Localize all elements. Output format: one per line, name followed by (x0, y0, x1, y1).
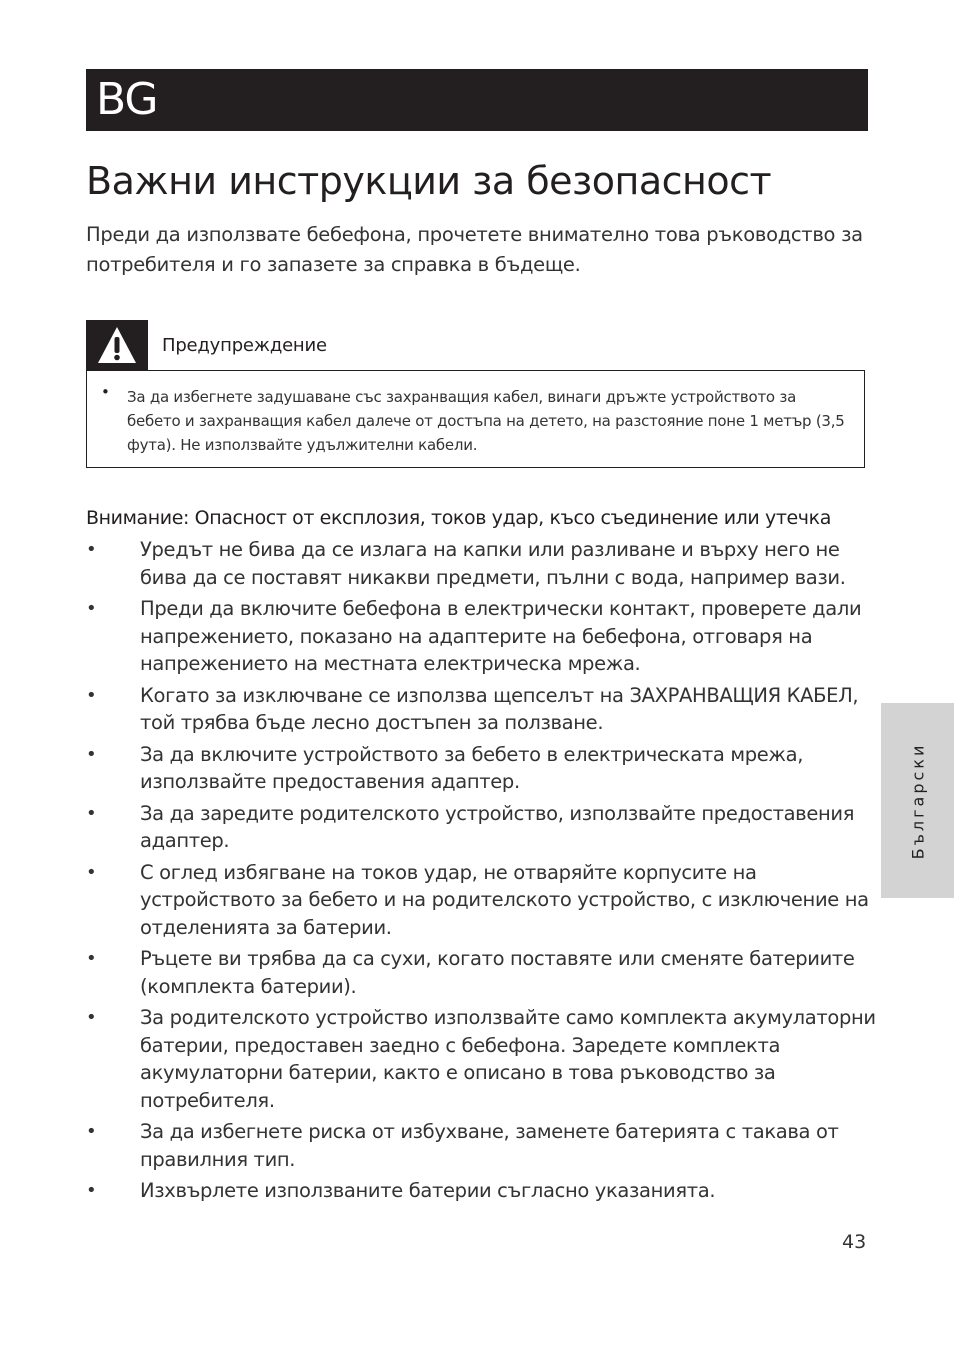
bullet: • (86, 861, 97, 883)
list-item-text: Ръцете ви трябва да са сухи, когато поставяте или сменяте батериите (комплекта батерии). (140, 947, 855, 998)
list-item-text: За да заредите родителското устройство, използвайте предоставения адаптер. (140, 801, 855, 852)
language-side-tab (881, 703, 954, 898)
page-number: 43 (842, 1231, 867, 1253)
bullet: • (86, 1007, 97, 1028)
bullet: • (86, 1121, 97, 1142)
list-item (86, 741, 876, 796)
list-item (86, 859, 876, 942)
bullet: • (86, 1180, 97, 1201)
list-item-text: Изхвърлете използваните батерии съгласно указанията. (140, 1179, 716, 1202)
list-item (86, 1118, 876, 1173)
list-item-text: Когато за изключване се използва щепселът на ЗАХРАНВАЩИЯ КАБЕЛ, той трябва бъде лесно достъпен за ползване. (140, 683, 859, 734)
bullet: • (101, 383, 110, 401)
caution-heading: Внимание: Опасност от експлозия, токов удар, късо съединение или утечка (86, 507, 831, 529)
bullet: • (86, 539, 97, 560)
bullet: • (86, 598, 97, 619)
list-item (86, 945, 876, 1000)
list-item (86, 536, 876, 591)
side-tab-label: Български (908, 742, 927, 859)
warning-item: За да избегнете задушаване със захранващия кабел, винаги дръжте устройството за бебето и захранващия кабел далече от достъпа на детето, на разстояние поне 1 метър (3,5 фута). Не използвайте удължителни кабели. (127, 388, 845, 454)
bullet: • (86, 802, 97, 824)
list-item-text: За родителското устройство използвайте само комплекта акумулаторни батерии, предоставен заедно с бебефона. Заредете комплекта акумулаторни батерии, както е описано в това ръководство за потребителя. (140, 1006, 876, 1112)
bullet: • (86, 684, 97, 706)
language-header-bar (86, 69, 868, 131)
intro-paragraph: Преди да използвате бебефона, прочетете внимателно това ръководство за потребителя и го запазете за справка в бъдеще. (86, 223, 863, 276)
list-item (86, 682, 876, 737)
warning-triangle-icon (96, 325, 138, 365)
bullet: • (86, 948, 97, 969)
warning-title: Предупреждение (162, 335, 327, 356)
page-title: Важни инструкции за безопасност (86, 159, 772, 203)
list-item-text: Преди да включите бебефона в електрически контакт, проверете дали напрежението, показано на адаптерите на бебефона, отговаря на напрежението на местната електрическа мрежа. (140, 597, 862, 675)
list-item-text: За да избегнете риска от избухване, заменете батерията с такава от правилния тип. (140, 1120, 839, 1171)
list-item (86, 1004, 876, 1114)
bullet: • (86, 743, 97, 765)
list-item-text: С оглед избягване на токов удар, не отваряйте корпусите на устройството за бебето и на родителското устройство, с изключение на отделенията за батерии. (140, 860, 869, 939)
list-item (86, 1177, 876, 1205)
warning-box (86, 370, 865, 468)
list-item-text: Уредът не бива да се излага на капки или разливане и върху него не бива да се поставят никакви предмети, пълни с вода, например вази. (140, 538, 846, 589)
list-item (86, 595, 876, 678)
language-code: BG (96, 74, 158, 125)
caution-list (86, 536, 876, 1209)
list-item-text: За да включите устройството за бебето в електрическата мрежа, използвайте предоставения адаптер. (140, 742, 804, 793)
list-item (86, 800, 876, 855)
warning-icon-box (86, 320, 148, 370)
